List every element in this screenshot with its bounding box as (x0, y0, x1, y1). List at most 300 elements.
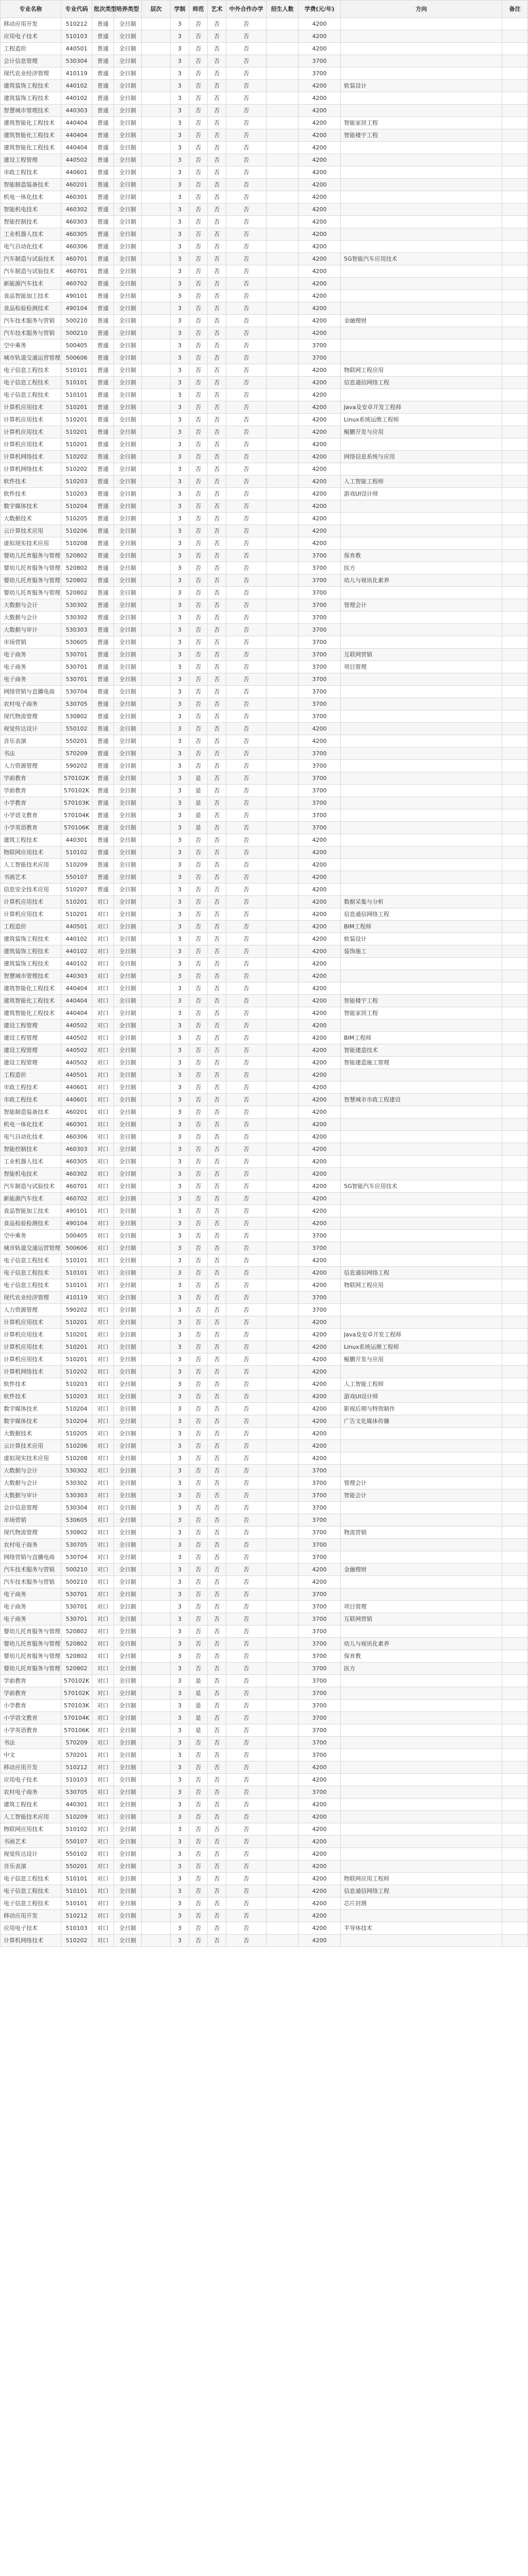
cell-batch-type: 对口 (92, 1255, 114, 1267)
cell-art: 否 (208, 1428, 226, 1440)
cell-normal: 否 (189, 748, 208, 760)
cell-tuition: 4200 (299, 884, 341, 896)
cell-art: 否 (208, 228, 226, 241)
cell-batch-type: 普通 (92, 290, 114, 302)
cell-level (142, 1391, 171, 1403)
cell-training-type: 全日制 (114, 377, 142, 389)
table-row (1, 488, 528, 500)
cell-batch-type: 对口 (92, 1836, 114, 1848)
cell-art: 否 (208, 562, 226, 574)
cell-sino-foreign: 否 (226, 451, 267, 463)
cell-duration: 3 (171, 1588, 189, 1601)
cell-batch-type: 普通 (92, 154, 114, 166)
cell-level (142, 1873, 171, 1885)
cell-duration: 3 (171, 204, 189, 216)
cell-art: 否 (208, 673, 226, 686)
cell-sino-foreign: 否 (226, 1527, 267, 1539)
cell-art: 否 (208, 1613, 226, 1625)
table-row (1, 1403, 528, 1415)
cell-normal: 否 (189, 513, 208, 525)
cell-sino-foreign: 否 (226, 1415, 267, 1428)
cell-tuition: 4200 (299, 896, 341, 908)
cell-batch-type: 对口 (92, 1156, 114, 1168)
cell-duration: 3 (171, 1032, 189, 1044)
cell-enroll-count (267, 1885, 299, 1897)
cell-batch-type: 普通 (92, 612, 114, 624)
cell-normal: 否 (189, 401, 208, 414)
cell-level (142, 1403, 171, 1415)
cell-enroll-count (267, 67, 299, 80)
cell-duration: 3 (171, 476, 189, 488)
cell-level (142, 1255, 171, 1267)
table-row (1, 290, 528, 302)
cell-major-name: 工程造价 (1, 921, 61, 933)
cell-major-code: 570102K (61, 772, 92, 785)
cell-batch-type: 普通 (92, 80, 114, 92)
cell-sino-foreign: 否 (226, 476, 267, 488)
cell-art: 否 (208, 636, 226, 649)
cell-duration: 3 (171, 228, 189, 241)
cell-normal: 否 (189, 1118, 208, 1131)
cell-duration: 3 (171, 1576, 189, 1588)
cell-level (142, 1032, 171, 1044)
cell-remarks (502, 1292, 528, 1304)
cell-training-type: 全日制 (114, 1020, 142, 1032)
cell-normal: 否 (189, 290, 208, 302)
cell-tuition: 3700 (299, 1489, 341, 1502)
cell-sino-foreign: 否 (226, 278, 267, 290)
cell-remarks (502, 1007, 528, 1020)
cell-level (142, 1081, 171, 1094)
cell-enroll-count (267, 340, 299, 352)
cell-art: 否 (208, 476, 226, 488)
header-batch-type: 批次类型 (92, 1, 114, 18)
cell-duration: 3 (171, 525, 189, 537)
cell-sino-foreign: 否 (226, 438, 267, 451)
cell-major-code: 490104 (61, 302, 92, 315)
cell-direction (341, 463, 502, 476)
cell-normal: 否 (189, 1873, 208, 1885)
cell-batch-type: 普通 (92, 216, 114, 228)
cell-training-type: 全日制 (114, 438, 142, 451)
cell-major-code: 440301 (61, 1799, 92, 1811)
cell-art: 否 (208, 599, 226, 612)
cell-level (142, 142, 171, 154)
cell-level (142, 216, 171, 228)
cell-major-name: 婴幼儿托育服务与管理 (1, 1650, 61, 1663)
table-row (1, 414, 528, 426)
table-row (1, 1391, 528, 1403)
cell-major-name: 市政工程技术 (1, 1081, 61, 1094)
cell-direction (341, 30, 502, 43)
cell-major-code: 550107 (61, 1836, 92, 1848)
cell-duration: 3 (171, 1897, 189, 1910)
cell-tuition: 4200 (299, 945, 341, 958)
cell-major-code: 440404 (61, 117, 92, 129)
cell-major-code: 510101 (61, 377, 92, 389)
cell-duration: 3 (171, 55, 189, 67)
cell-direction (341, 797, 502, 809)
cell-tuition: 4200 (299, 154, 341, 166)
cell-duration: 3 (171, 1638, 189, 1650)
table-row (1, 1897, 528, 1910)
cell-sino-foreign: 否 (226, 896, 267, 908)
cell-tuition: 4200 (299, 1885, 341, 1897)
cell-direction (341, 1452, 502, 1465)
cell-training-type: 全日制 (114, 1353, 142, 1366)
cell-tuition: 4200 (299, 723, 341, 735)
cell-enroll-count (267, 278, 299, 290)
cell-major-name: 大数据与会计 (1, 612, 61, 624)
cell-major-code: 570103K (61, 1700, 92, 1712)
cell-tuition: 4200 (299, 1020, 341, 1032)
cell-duration: 3 (171, 550, 189, 562)
cell-training-type: 全日制 (114, 797, 142, 809)
cell-enroll-count (267, 636, 299, 649)
table-row (1, 562, 528, 574)
cell-batch-type: 对口 (92, 1477, 114, 1489)
cell-level (142, 340, 171, 352)
cell-major-code: 460701 (61, 253, 92, 265)
cell-duration: 3 (171, 1564, 189, 1576)
cell-normal: 否 (189, 278, 208, 290)
cell-enroll-count (267, 1650, 299, 1663)
cell-batch-type: 对口 (92, 1811, 114, 1823)
cell-direction (341, 43, 502, 55)
cell-duration: 3 (171, 1217, 189, 1230)
cell-training-type: 全日制 (114, 1094, 142, 1106)
cell-art: 否 (208, 1069, 226, 1081)
cell-remarks (502, 1811, 528, 1823)
cell-major-code: 510101 (61, 389, 92, 401)
cell-art: 否 (208, 1094, 226, 1106)
cell-sino-foreign: 否 (226, 290, 267, 302)
table-row (1, 1774, 528, 1786)
cell-direction (341, 859, 502, 871)
cell-direction (341, 636, 502, 649)
table-row (1, 649, 528, 661)
cell-direction (341, 1143, 502, 1156)
cell-tuition: 4200 (299, 142, 341, 154)
cell-tuition: 3700 (299, 1539, 341, 1551)
cell-enroll-count (267, 1032, 299, 1044)
cell-major-code: 440301 (61, 834, 92, 846)
table-row (1, 1625, 528, 1638)
cell-sino-foreign: 否 (226, 1378, 267, 1391)
cell-major-code: 440501 (61, 1069, 92, 1081)
cell-major-code: 440102 (61, 80, 92, 92)
cell-tuition: 4200 (299, 500, 341, 513)
cell-sino-foreign: 否 (226, 265, 267, 278)
cell-sino-foreign: 否 (226, 995, 267, 1007)
cell-duration: 3 (171, 191, 189, 204)
cell-major-code: 510201 (61, 414, 92, 426)
cell-enroll-count (267, 302, 299, 315)
cell-duration: 3 (171, 117, 189, 129)
cell-tuition: 4200 (299, 859, 341, 871)
header-direction: 方向 (341, 1, 502, 18)
cell-enroll-count (267, 1897, 299, 1910)
cell-sino-foreign: 否 (226, 612, 267, 624)
cell-sino-foreign: 否 (226, 1897, 267, 1910)
cell-major-code: 550102 (61, 723, 92, 735)
cell-level (142, 1044, 171, 1057)
cell-level (142, 686, 171, 698)
cell-direction (341, 513, 502, 525)
cell-normal: 否 (189, 1156, 208, 1168)
cell-normal: 否 (189, 216, 208, 228)
cell-art: 否 (208, 933, 226, 945)
cell-batch-type: 对口 (92, 1094, 114, 1106)
cell-sino-foreign: 否 (226, 1366, 267, 1378)
cell-major-name: 电子信息工程技术 (1, 1873, 61, 1885)
cell-remarks (502, 1786, 528, 1799)
cell-enroll-count (267, 1094, 299, 1106)
cell-remarks (502, 884, 528, 896)
cell-major-code: 510202 (61, 1366, 92, 1378)
cell-major-name: 视觉传达设计 (1, 1848, 61, 1860)
cell-enroll-count (267, 1118, 299, 1131)
cell-remarks (502, 649, 528, 661)
cell-normal: 否 (189, 117, 208, 129)
cell-remarks (502, 1378, 528, 1391)
cell-enroll-count (267, 1922, 299, 1935)
cell-duration: 3 (171, 105, 189, 117)
cell-training-type: 全日制 (114, 624, 142, 636)
cell-duration: 3 (171, 1601, 189, 1613)
cell-batch-type: 普通 (92, 92, 114, 105)
cell-normal: 否 (189, 649, 208, 661)
cell-remarks (502, 1588, 528, 1601)
cell-training-type: 全日制 (114, 1663, 142, 1675)
cell-duration: 3 (171, 129, 189, 142)
cell-duration: 3 (171, 142, 189, 154)
cell-level (142, 1279, 171, 1292)
cell-enroll-count (267, 500, 299, 513)
cell-tuition: 4200 (299, 871, 341, 884)
cell-major-name: 工业机器人技术 (1, 228, 61, 241)
cell-batch-type: 对口 (92, 1601, 114, 1613)
cell-enroll-count (267, 253, 299, 265)
cell-sino-foreign: 否 (226, 525, 267, 537)
cell-art: 否 (208, 166, 226, 179)
cell-level (142, 1799, 171, 1811)
cell-remarks (502, 1564, 528, 1576)
cell-remarks (502, 933, 528, 945)
cell-level (142, 1576, 171, 1588)
cell-tuition: 4200 (299, 1118, 341, 1131)
cell-training-type: 全日制 (114, 1217, 142, 1230)
table-row (1, 612, 528, 624)
cell-level (142, 488, 171, 500)
cell-batch-type: 普通 (92, 142, 114, 154)
cell-major-name: 音乐表演 (1, 735, 61, 748)
cell-batch-type: 对口 (92, 1860, 114, 1873)
cell-training-type: 全日制 (114, 1625, 142, 1638)
cell-batch-type: 普通 (92, 871, 114, 884)
cell-tuition: 3700 (299, 1638, 341, 1650)
cell-major-name: 应用电子技术 (1, 1774, 61, 1786)
cell-enroll-count (267, 859, 299, 871)
table-row (1, 1860, 528, 1873)
cell-normal: 否 (189, 1131, 208, 1143)
cell-level (142, 1564, 171, 1576)
cell-art: 否 (208, 1564, 226, 1576)
cell-normal: 否 (189, 1749, 208, 1761)
cell-training-type: 全日制 (114, 1069, 142, 1081)
table-row (1, 1551, 528, 1564)
cell-level (142, 1440, 171, 1452)
cell-direction (341, 686, 502, 698)
cell-training-type: 全日制 (114, 1860, 142, 1873)
cell-duration: 3 (171, 302, 189, 315)
cell-level (142, 995, 171, 1007)
cell-major-code: 440404 (61, 1007, 92, 1020)
cell-major-code: 570102K (61, 1675, 92, 1687)
cell-major-code: 530705 (61, 1786, 92, 1799)
cell-sino-foreign: 否 (226, 772, 267, 785)
cell-enroll-count (267, 958, 299, 970)
cell-duration: 3 (171, 401, 189, 414)
cell-level (142, 1329, 171, 1341)
cell-batch-type: 普通 (92, 364, 114, 377)
cell-training-type: 全日制 (114, 1885, 142, 1897)
cell-tuition: 3700 (299, 1230, 341, 1242)
cell-enroll-count (267, 142, 299, 154)
cell-training-type: 全日制 (114, 315, 142, 327)
cell-direction: 保育教 (341, 1650, 502, 1663)
cell-batch-type: 普通 (92, 315, 114, 327)
cell-duration: 3 (171, 809, 189, 822)
cell-art: 否 (208, 1811, 226, 1823)
cell-art: 否 (208, 1217, 226, 1230)
cell-remarks (502, 1539, 528, 1551)
cell-level (142, 970, 171, 982)
cell-sino-foreign: 否 (226, 1428, 267, 1440)
cell-direction: 5G智能汽车应用技术 (341, 253, 502, 265)
cell-major-code: 500210 (61, 315, 92, 327)
cell-enroll-count (267, 1180, 299, 1193)
cell-batch-type: 对口 (92, 1180, 114, 1193)
cell-training-type: 全日制 (114, 216, 142, 228)
cell-remarks (502, 1304, 528, 1316)
cell-level (142, 253, 171, 265)
cell-batch-type: 普通 (92, 278, 114, 290)
cell-duration: 3 (171, 896, 189, 908)
cell-direction (341, 1168, 502, 1180)
cell-direction (341, 1551, 502, 1564)
cell-tuition: 4200 (299, 1131, 341, 1143)
table-row (1, 129, 528, 142)
cell-normal: 是 (189, 1675, 208, 1687)
cell-tuition: 4200 (299, 401, 341, 414)
cell-direction (341, 241, 502, 253)
table-row (1, 748, 528, 760)
cell-level (142, 822, 171, 834)
cell-tuition: 4200 (299, 1576, 341, 1588)
cell-enroll-count (267, 18, 299, 30)
cell-training-type: 全日制 (114, 352, 142, 364)
cell-sino-foreign: 否 (226, 599, 267, 612)
cell-remarks (502, 1279, 528, 1292)
cell-level (142, 673, 171, 686)
table-row (1, 1700, 528, 1712)
cell-normal: 否 (189, 723, 208, 735)
table-row (1, 1811, 528, 1823)
cell-tuition: 4200 (299, 488, 341, 500)
cell-direction: 游戏UI设计师 (341, 488, 502, 500)
cell-major-name: 小学语文教育 (1, 809, 61, 822)
cell-sino-foreign: 否 (226, 859, 267, 871)
cell-level (142, 661, 171, 673)
cell-art: 否 (208, 1638, 226, 1650)
cell-major-code: 510101 (61, 1873, 92, 1885)
cell-remarks (502, 760, 528, 772)
cell-normal: 否 (189, 204, 208, 216)
cell-sino-foreign: 否 (226, 1118, 267, 1131)
cell-remarks (502, 1242, 528, 1255)
cell-remarks (502, 908, 528, 921)
cell-tuition: 3700 (299, 1700, 341, 1712)
cell-direction (341, 1514, 502, 1527)
cell-major-name: 汽车制造与试验技术 (1, 1180, 61, 1193)
cell-training-type: 全日制 (114, 1811, 142, 1823)
cell-major-code: 530705 (61, 1539, 92, 1551)
cell-level (142, 30, 171, 43)
cell-duration: 3 (171, 1910, 189, 1922)
cell-duration: 3 (171, 1156, 189, 1168)
cell-batch-type: 对口 (92, 1514, 114, 1527)
cell-normal: 否 (189, 958, 208, 970)
cell-normal: 否 (189, 1279, 208, 1292)
cell-major-name: 电子信息工程技术 (1, 389, 61, 401)
cell-remarks (502, 451, 528, 463)
cell-training-type: 全日制 (114, 500, 142, 513)
cell-normal: 否 (189, 1020, 208, 1032)
cell-art: 否 (208, 438, 226, 451)
cell-sino-foreign: 否 (226, 500, 267, 513)
cell-major-name: 建筑工程技术 (1, 1799, 61, 1811)
cell-major-code: 440502 (61, 154, 92, 166)
cell-batch-type: 对口 (92, 1922, 114, 1935)
cell-major-name: 智能机电技术 (1, 204, 61, 216)
cell-sino-foreign: 否 (226, 1217, 267, 1230)
cell-batch-type: 普通 (92, 624, 114, 636)
cell-enroll-count (267, 723, 299, 735)
cell-duration: 3 (171, 995, 189, 1007)
cell-direction (341, 191, 502, 204)
cell-art: 否 (208, 649, 226, 661)
cell-tuition: 4200 (299, 290, 341, 302)
cell-level (142, 599, 171, 612)
cell-duration: 3 (171, 1193, 189, 1205)
cell-art: 否 (208, 142, 226, 154)
cell-tuition: 3700 (299, 1712, 341, 1724)
cell-normal: 是 (189, 822, 208, 834)
cell-duration: 3 (171, 1415, 189, 1428)
cell-duration: 3 (171, 1527, 189, 1539)
cell-training-type: 全日制 (114, 1391, 142, 1403)
cell-normal: 否 (189, 1502, 208, 1514)
cell-tuition: 4200 (299, 1935, 341, 1947)
cell-enroll-count (267, 1415, 299, 1428)
table-row (1, 401, 528, 414)
cell-art: 否 (208, 1601, 226, 1613)
cell-batch-type: 对口 (92, 1032, 114, 1044)
cell-remarks (502, 599, 528, 612)
cell-duration: 3 (171, 1106, 189, 1118)
cell-sino-foreign: 否 (226, 1588, 267, 1601)
